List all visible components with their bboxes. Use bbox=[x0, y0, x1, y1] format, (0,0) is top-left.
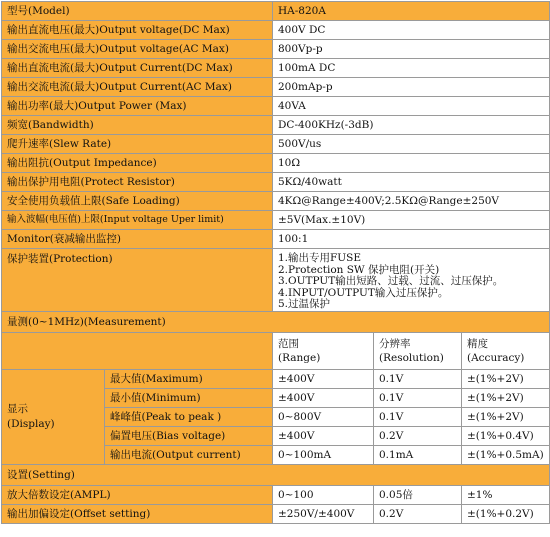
setting-resolution: 0.2V bbox=[374, 504, 462, 523]
header-range-cn: 范围 bbox=[278, 337, 299, 350]
spec-value: 10Ω bbox=[273, 154, 550, 173]
measurement-range: 0~800V bbox=[273, 407, 374, 426]
measurement-resolution: 0.1V bbox=[374, 369, 462, 388]
spec-row-ac-current bbox=[2, 78, 550, 97]
spec-row-power bbox=[2, 97, 550, 116]
measurement-accuracy: ±(1%+0.4V) bbox=[462, 426, 550, 445]
setting-name: 放大倍数设定(AMPL) bbox=[2, 485, 273, 504]
spec-row-model bbox=[2, 2, 550, 21]
measurement-name: 最大值(Maximum) bbox=[105, 369, 273, 388]
protection-item: 5.过温保护 bbox=[278, 298, 331, 310]
measurement-section-title: 量测(0~1MHz)(Measurement) bbox=[2, 311, 550, 332]
spec-label: Monitor(衰减输出监控) bbox=[2, 230, 273, 249]
measurement-resolution: 0.2V bbox=[374, 426, 462, 445]
spec-row-safe-loading bbox=[2, 192, 550, 211]
spec-label: 输出直流电压(最大)Output voltage(DC Max) bbox=[2, 21, 273, 40]
protection-item: 3.OUTPUT输出短路、过载、过流、过压保护。 bbox=[278, 275, 504, 287]
protection-item: 2.Protection SW 保护电阻(开关) bbox=[278, 263, 440, 276]
spec-label: 输出保护用电阻(Protect Resistor) bbox=[2, 173, 273, 192]
spec-row-impedance bbox=[2, 154, 550, 173]
spec-row-dc-voltage bbox=[2, 21, 550, 40]
spec-label: 型号(Model) bbox=[2, 2, 273, 21]
spec-label: 输出交流电流(最大)Output Current(AC Max) bbox=[2, 78, 273, 97]
measurement-name: 偏置电压(Bias voltage) bbox=[105, 426, 273, 445]
measurement-range: ±400V bbox=[273, 388, 374, 407]
spec-label: 爬升速率(Slew Rate) bbox=[2, 135, 273, 154]
spec-label: 输出功率(最大)Output Power (Max) bbox=[2, 97, 273, 116]
measurement-range: ±400V bbox=[273, 369, 374, 388]
spec-row-dc-current bbox=[2, 59, 550, 78]
protection-item: 4.INPUT/OUTPUT输入过压保护。 bbox=[278, 286, 449, 299]
measurement-accuracy: ±(1%+0.5mA) bbox=[462, 445, 550, 464]
spec-label: 频宽(Bandwidth) bbox=[2, 116, 273, 135]
spec-row-ac-voltage bbox=[2, 40, 550, 59]
spec-label: 输入波幅(电压值)上限(Input voltage Uper limit) bbox=[2, 211, 273, 230]
measurement-resolution: 0.1V bbox=[374, 407, 462, 426]
spec-label: 输出交流电压(最大)Output voltage(AC Max) bbox=[2, 40, 273, 59]
setting-accuracy: ±(1%+0.2V) bbox=[462, 504, 550, 523]
protection-item: 1.输出专用FUSE bbox=[278, 252, 362, 264]
header-resolution bbox=[374, 332, 462, 369]
spec-row-bandwidth bbox=[2, 116, 550, 135]
measurement-name: 峰峰值(Peak to peak ) bbox=[105, 407, 273, 426]
header-range-en: (Range) bbox=[278, 351, 321, 364]
display-group-label bbox=[2, 369, 105, 464]
spec-row-protection bbox=[2, 249, 550, 312]
protection-list bbox=[273, 249, 550, 312]
spec-row-slew-rate bbox=[2, 135, 550, 154]
spec-row-monitor bbox=[2, 230, 550, 249]
spec-value: HA-820A bbox=[273, 2, 550, 21]
measurement-accuracy: ±(1%+2V) bbox=[462, 369, 550, 388]
header-resolution-cn: 分辨率 bbox=[379, 337, 411, 350]
setting-row-offset bbox=[2, 504, 550, 523]
setting-range: 0~100 bbox=[273, 485, 374, 504]
spec-value: 200mAp-p bbox=[273, 78, 550, 97]
measurement-accuracy: ±(1%+2V) bbox=[462, 407, 550, 426]
spec-row-input-limit bbox=[2, 211, 550, 230]
setting-accuracy: ±1% bbox=[462, 485, 550, 504]
measurement-resolution: 0.1V bbox=[374, 388, 462, 407]
spec-label: 输出阻抗(Output Impedance) bbox=[2, 154, 273, 173]
measurement-header-blank bbox=[2, 332, 273, 369]
spec-value: 5KΩ/40watt bbox=[273, 173, 550, 192]
spec-table bbox=[1, 1, 550, 524]
measurement-section-row bbox=[2, 311, 550, 332]
setting-resolution: 0.05倍 bbox=[374, 485, 462, 504]
spec-value: 40VA bbox=[273, 97, 550, 116]
setting-section-title: 设置(Setting) bbox=[2, 464, 550, 485]
measurement-name: 输出电流(Output current) bbox=[105, 445, 273, 464]
measurement-row-maximum bbox=[2, 369, 550, 388]
spec-value: 100:1 bbox=[273, 230, 550, 249]
setting-range: ±250V/±400V bbox=[273, 504, 374, 523]
measurement-range: ±400V bbox=[273, 426, 374, 445]
spec-label: 输出直流电流(最大)Output Current(DC Max) bbox=[2, 59, 273, 78]
spec-value: 800Vp-p bbox=[273, 40, 550, 59]
spec-value: 100mA DC bbox=[273, 59, 550, 78]
protection-label: 保护装置(Protection) bbox=[2, 249, 273, 312]
measurement-accuracy: ±(1%+2V) bbox=[462, 388, 550, 407]
header-accuracy bbox=[462, 332, 550, 369]
header-range bbox=[273, 332, 374, 369]
setting-section-row bbox=[2, 464, 550, 485]
measurement-resolution: 0.1mA bbox=[374, 445, 462, 464]
spec-value: 400V DC bbox=[273, 21, 550, 40]
measurement-range: 0~100mA bbox=[273, 445, 374, 464]
measurement-header-row bbox=[2, 332, 550, 369]
header-resolution-en: (Resolution) bbox=[379, 351, 444, 364]
measurement-name: 最小值(Minimum) bbox=[105, 388, 273, 407]
display-label-en: (Display) bbox=[7, 417, 55, 430]
spec-value: 500V/us bbox=[273, 135, 550, 154]
spec-value: ±5V(Max.±10V) bbox=[273, 211, 550, 230]
setting-name: 输出加偏设定(Offset setting) bbox=[2, 504, 273, 523]
spec-value: DC-400KHz(-3dB) bbox=[273, 116, 550, 135]
display-label-cn: 显示 bbox=[7, 402, 28, 415]
header-accuracy-en: (Accuracy) bbox=[467, 351, 525, 364]
spec-value: 4KΩ@Range±400V;2.5KΩ@Range±250V bbox=[273, 192, 550, 211]
setting-row-ampl bbox=[2, 485, 550, 504]
spec-row-protect-resistor bbox=[2, 173, 550, 192]
spec-label: 安全使用负载值上限(Safe Loading) bbox=[2, 192, 273, 211]
header-accuracy-cn: 精度 bbox=[467, 337, 488, 350]
